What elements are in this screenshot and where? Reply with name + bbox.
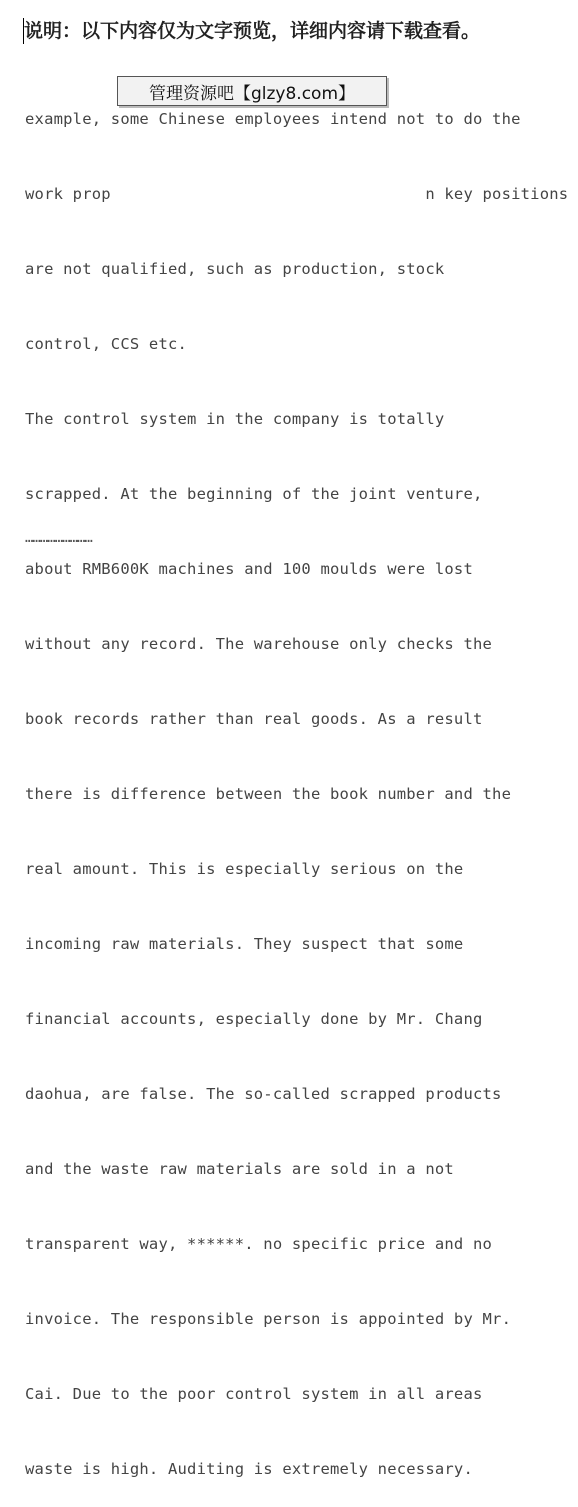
- text-line: are not qualified, such as production, stock: [25, 260, 445, 278]
- text-line: transparent way, ******. no specific price and no: [25, 1235, 493, 1253]
- text-line: about RMB600K machines and 100 moulds were lost: [25, 560, 473, 578]
- watermark-banner: 管理资源吧【glzy8.com】: [117, 76, 387, 106]
- text-line: control, CCS etc.: [25, 335, 188, 353]
- text-line: financial accounts, especially done by Mr. Chang: [25, 1010, 483, 1028]
- text-line: The control system in the company is totally: [25, 410, 445, 428]
- text-line: invoice. The responsible person is appointed by Mr.: [25, 1310, 512, 1328]
- text-line: there is difference between the book number and the: [25, 785, 512, 803]
- text-line: without any record. The warehouse only checks the: [25, 635, 493, 653]
- document-body: [25, 57, 569, 1507]
- text-line: and the waste raw materials are sold in a not: [25, 1160, 454, 1178]
- text-line: waste is high. Auditing is extremely necessary.: [25, 1460, 473, 1478]
- text-line: example, some Chinese employees intend not to do the: [25, 110, 521, 128]
- text-line: book records rather than real goods. As a result: [25, 710, 483, 728]
- text-line: incoming raw materials. They suspect that some: [25, 935, 464, 953]
- text-line: daohua, are false. The so-called scrapped products: [25, 1085, 502, 1103]
- truncation-dots: ………………………: [25, 530, 92, 546]
- text-line: Cai. Due to the poor control system in all areas: [25, 1385, 483, 1403]
- text-line: work prop n key positions: [25, 185, 569, 203]
- text-line: real amount. This is especially serious on the: [25, 860, 464, 878]
- text-line: scrapped. At the beginning of the joint venture,: [25, 485, 483, 503]
- preview-notice: 说明：以下内容仅为文字预览，详细内容请下载查看。: [24, 20, 481, 42]
